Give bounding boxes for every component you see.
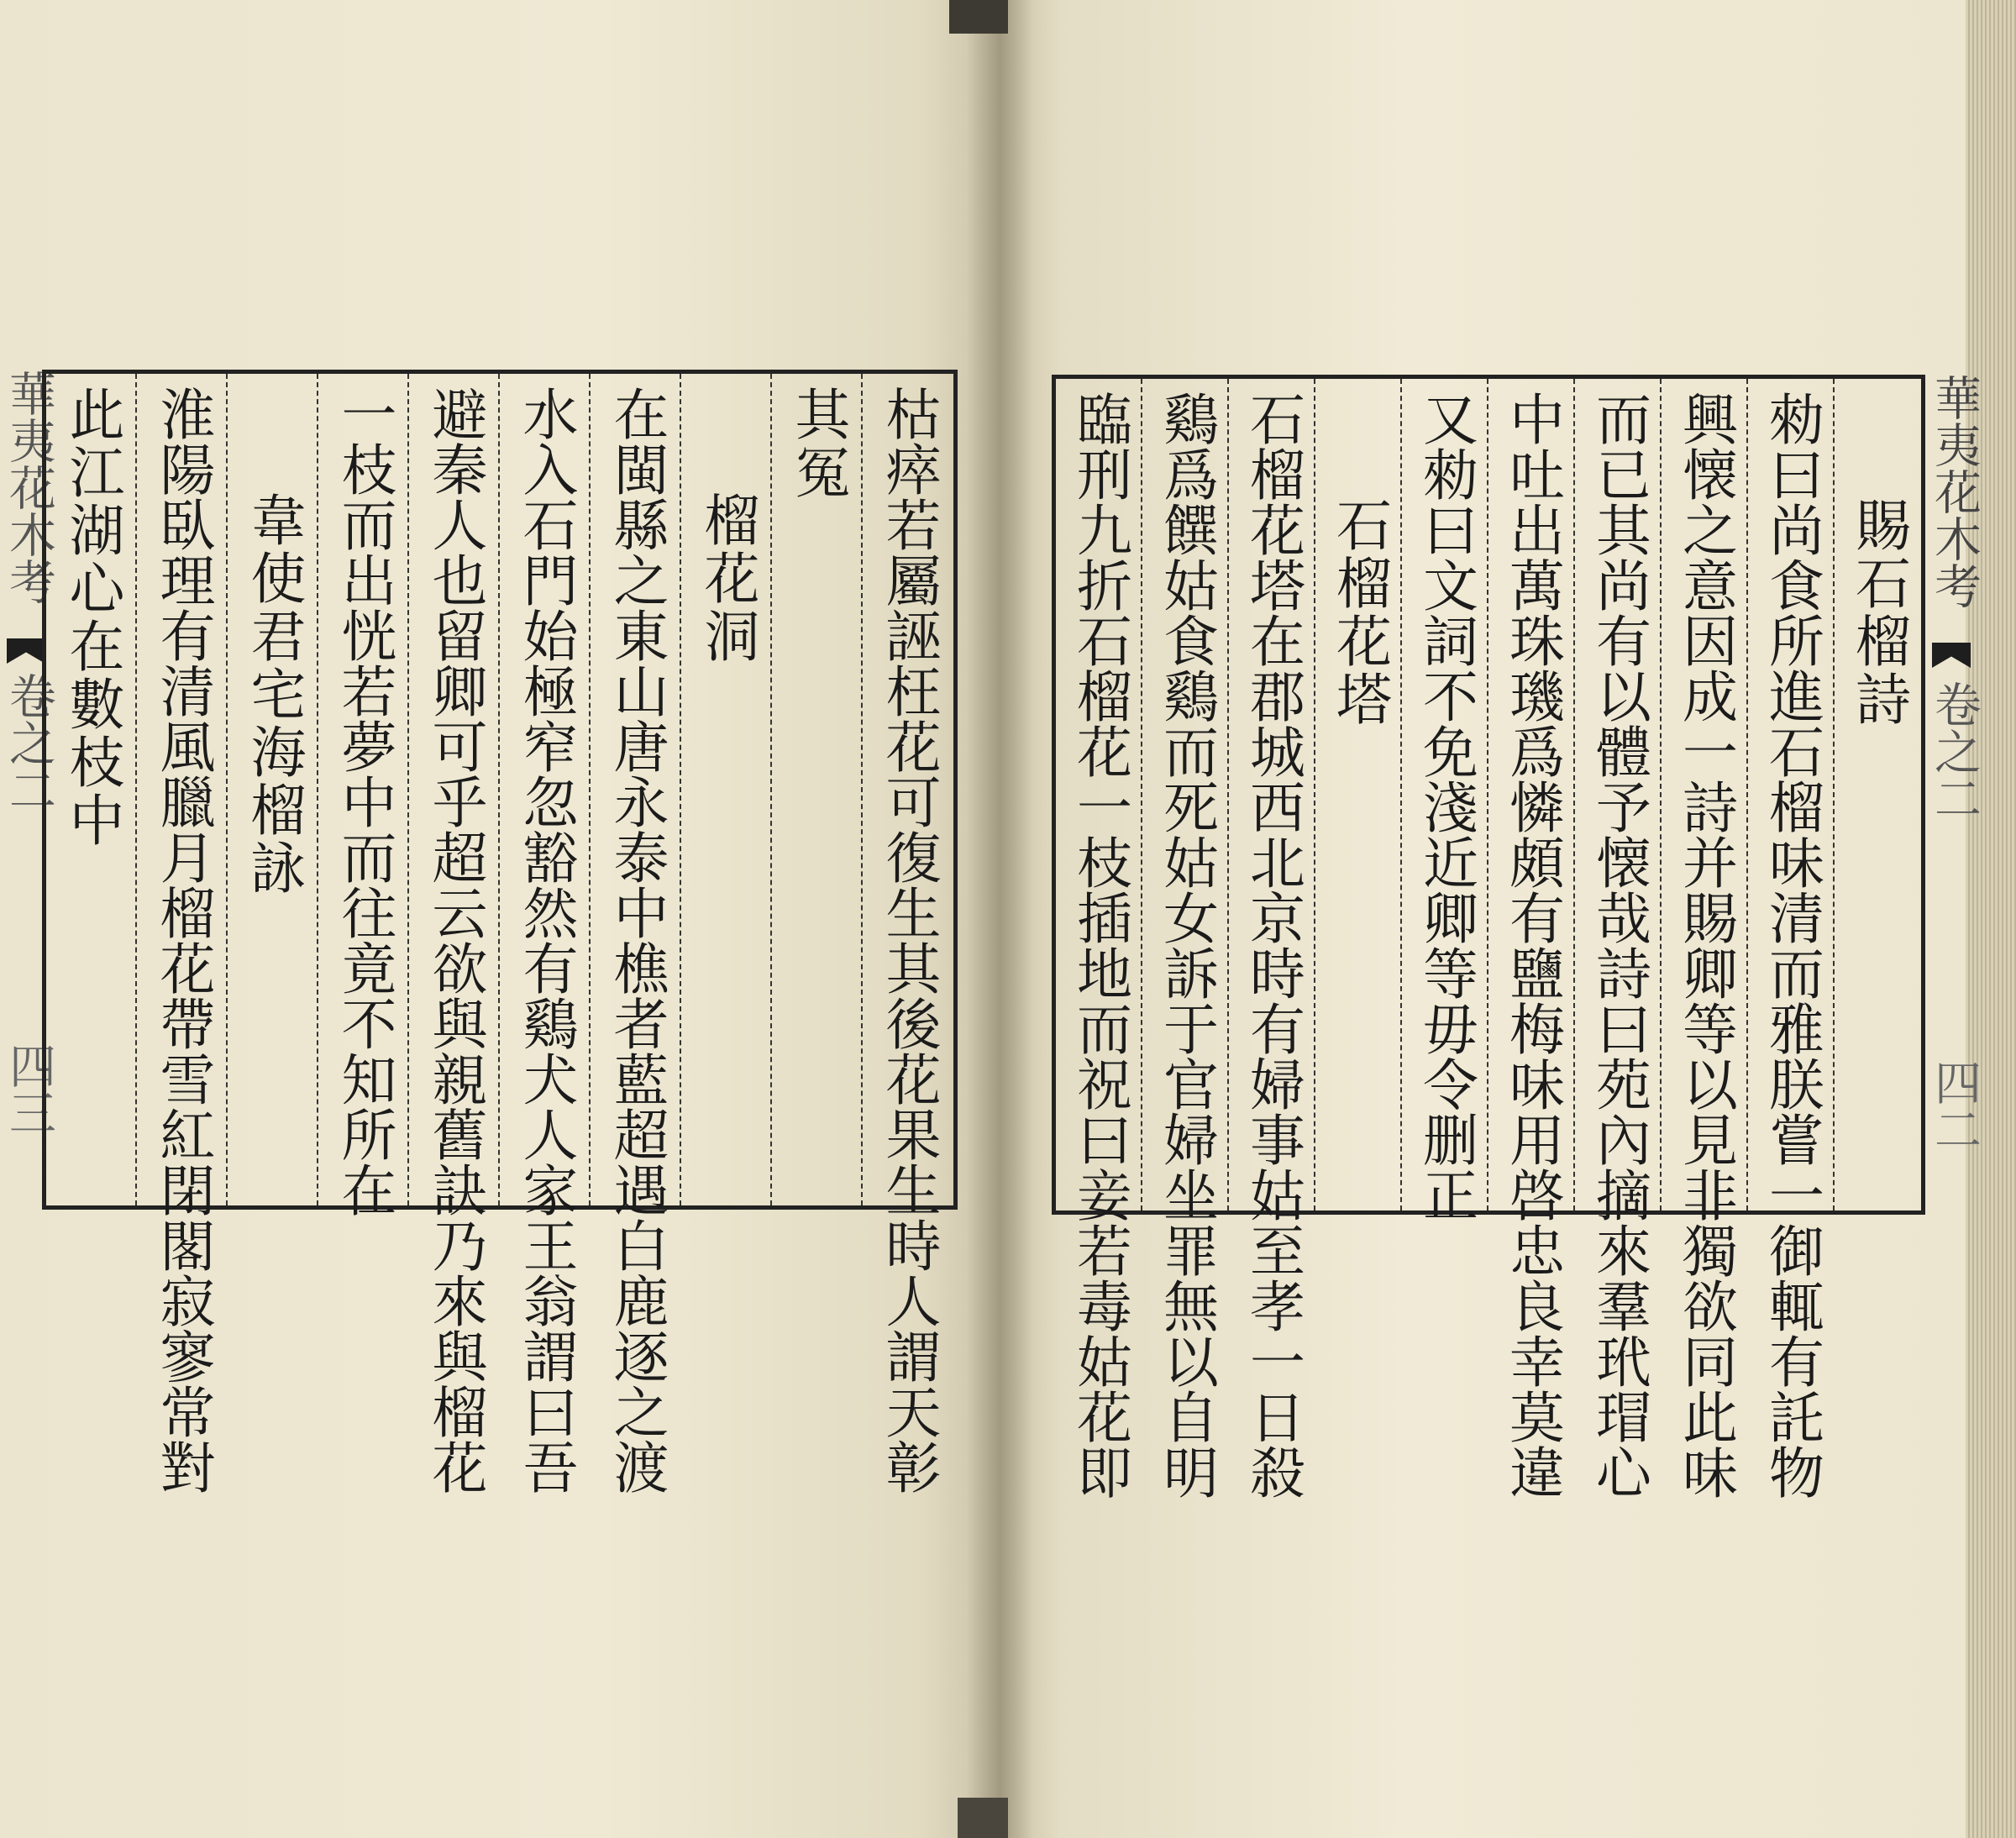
right-column bbox=[1748, 379, 1835, 1499]
right-text-line: 又勑曰文詞不免淺近卿等毋令删正 bbox=[1413, 391, 1478, 1222]
left-column-rule bbox=[407, 374, 409, 1205]
right-text-line: 臨刑九折石榴花一枝插地而祝曰妾若毒姑花即 bbox=[1067, 391, 1132, 1499]
right-text-line: 勑曰尚食所進石榴味清而雅朕嘗一御輒有託物 bbox=[1759, 391, 1824, 1499]
left-heading: 韋使君宅海榴詠 bbox=[241, 491, 306, 897]
left-strip-title: 華夷花木考 bbox=[2, 370, 56, 605]
right-column bbox=[1315, 379, 1402, 1210]
right-column-rule bbox=[1746, 379, 1748, 1210]
left-column bbox=[772, 374, 863, 1205]
right-text-line: 而已其尚有以體予懐哉詩曰苑內摘來羣玳瑁心 bbox=[1586, 391, 1651, 1499]
left-column-rule bbox=[770, 374, 772, 1205]
left-text-frame bbox=[42, 370, 958, 1494]
right-column-rule bbox=[1141, 379, 1142, 1210]
right-column bbox=[1229, 379, 1315, 1499]
left-column bbox=[681, 374, 772, 1205]
left-text-line: 避秦人也留卿可乎超云欲與親舊訣乃來與榴花 bbox=[423, 386, 487, 1494]
right-column-rule bbox=[1833, 379, 1835, 1210]
left-text-line: 淮陽臥理有清風臘月榴花帶雪紅閉閣寂寥常對 bbox=[150, 386, 215, 1494]
left-column bbox=[409, 374, 500, 1494]
left-column bbox=[137, 374, 228, 1494]
right-text-line: 興懐之意因成一詩并賜卿等以見非獨欲同此味 bbox=[1672, 391, 1738, 1499]
left-column bbox=[228, 374, 318, 1205]
book-gutter bbox=[966, 0, 1033, 1838]
right-column-rule bbox=[1314, 379, 1315, 1210]
right-column bbox=[1488, 379, 1575, 1499]
spine-bottom bbox=[958, 1798, 1008, 1838]
left-column-rule bbox=[226, 374, 228, 1205]
right-text-frame bbox=[1052, 375, 1925, 1499]
right-text-line: 中吐出萬珠璣爲憐頗有鹽梅味用啓忠良幸莫違 bbox=[1499, 391, 1565, 1499]
right-column bbox=[1402, 379, 1488, 1222]
left-column bbox=[318, 374, 409, 1217]
right-strip-folio: 四二 bbox=[1927, 1058, 1982, 1153]
left-text-line: 水入石門始極窄忽豁然有鷄犬人家王翁謂曰吾 bbox=[513, 386, 578, 1494]
right-heading: 賜石榴詩 bbox=[1845, 496, 1911, 728]
spine-top bbox=[949, 0, 1008, 34]
left-strip-folio: 四三 bbox=[2, 1042, 56, 1136]
left-column-rule bbox=[861, 374, 863, 1205]
right-column bbox=[1835, 379, 1921, 1210]
right-strip-volume: 卷之二 bbox=[1927, 680, 1982, 822]
right-column-rule bbox=[1227, 379, 1229, 1210]
right-strip-folio-box bbox=[1927, 1058, 1982, 1153]
right-strip-title: 華夷花木考 bbox=[1927, 374, 1982, 609]
left-text-line: 在閩縣之東山唐永泰中樵者藍超遇白鹿逐之渡 bbox=[604, 386, 669, 1494]
page-edges bbox=[1966, 0, 2016, 1838]
left-text-line: 其冤 bbox=[785, 386, 850, 502]
left-column-rule bbox=[680, 374, 681, 1205]
left-column-rule bbox=[135, 374, 137, 1205]
left-column bbox=[500, 374, 591, 1494]
right-column-rule bbox=[1660, 379, 1662, 1210]
right-text-line: 鷄爲饌姑食鷄而死姑女訴于官婦坐罪無以自明 bbox=[1153, 391, 1219, 1499]
left-strip-volume: 卷之二 bbox=[2, 672, 56, 813]
left-text-line: 一枝而出恍若夢中而往竟不知所在 bbox=[332, 386, 396, 1217]
right-column bbox=[1142, 379, 1229, 1499]
right-center-strip bbox=[1927, 374, 1982, 609]
left-heading: 榴花洞 bbox=[695, 491, 759, 665]
left-text-line: 此江湖心在數枝中 bbox=[60, 386, 124, 849]
left-column-rule bbox=[317, 374, 318, 1205]
right-column bbox=[1575, 379, 1662, 1499]
right-column-rule bbox=[1487, 379, 1488, 1210]
right-strip-volume-box bbox=[1927, 680, 1982, 822]
right-column-rule bbox=[1400, 379, 1402, 1210]
right-column bbox=[1056, 379, 1142, 1499]
left-column-rule bbox=[498, 374, 500, 1205]
left-column bbox=[46, 374, 137, 1205]
left-column bbox=[863, 374, 953, 1494]
left-column-rule bbox=[589, 374, 591, 1205]
right-column bbox=[1662, 379, 1748, 1499]
right-column-rule bbox=[1573, 379, 1575, 1210]
left-column bbox=[591, 374, 681, 1494]
left-text-line: 枯瘁若屬誣枉花可復生其後花果生時人謂天彰 bbox=[876, 386, 941, 1494]
right-heading: 石榴花塔 bbox=[1326, 496, 1392, 728]
right-text-line: 石榴花塔在郡城西北京時有婦事姑至孝一日殺 bbox=[1240, 391, 1305, 1499]
